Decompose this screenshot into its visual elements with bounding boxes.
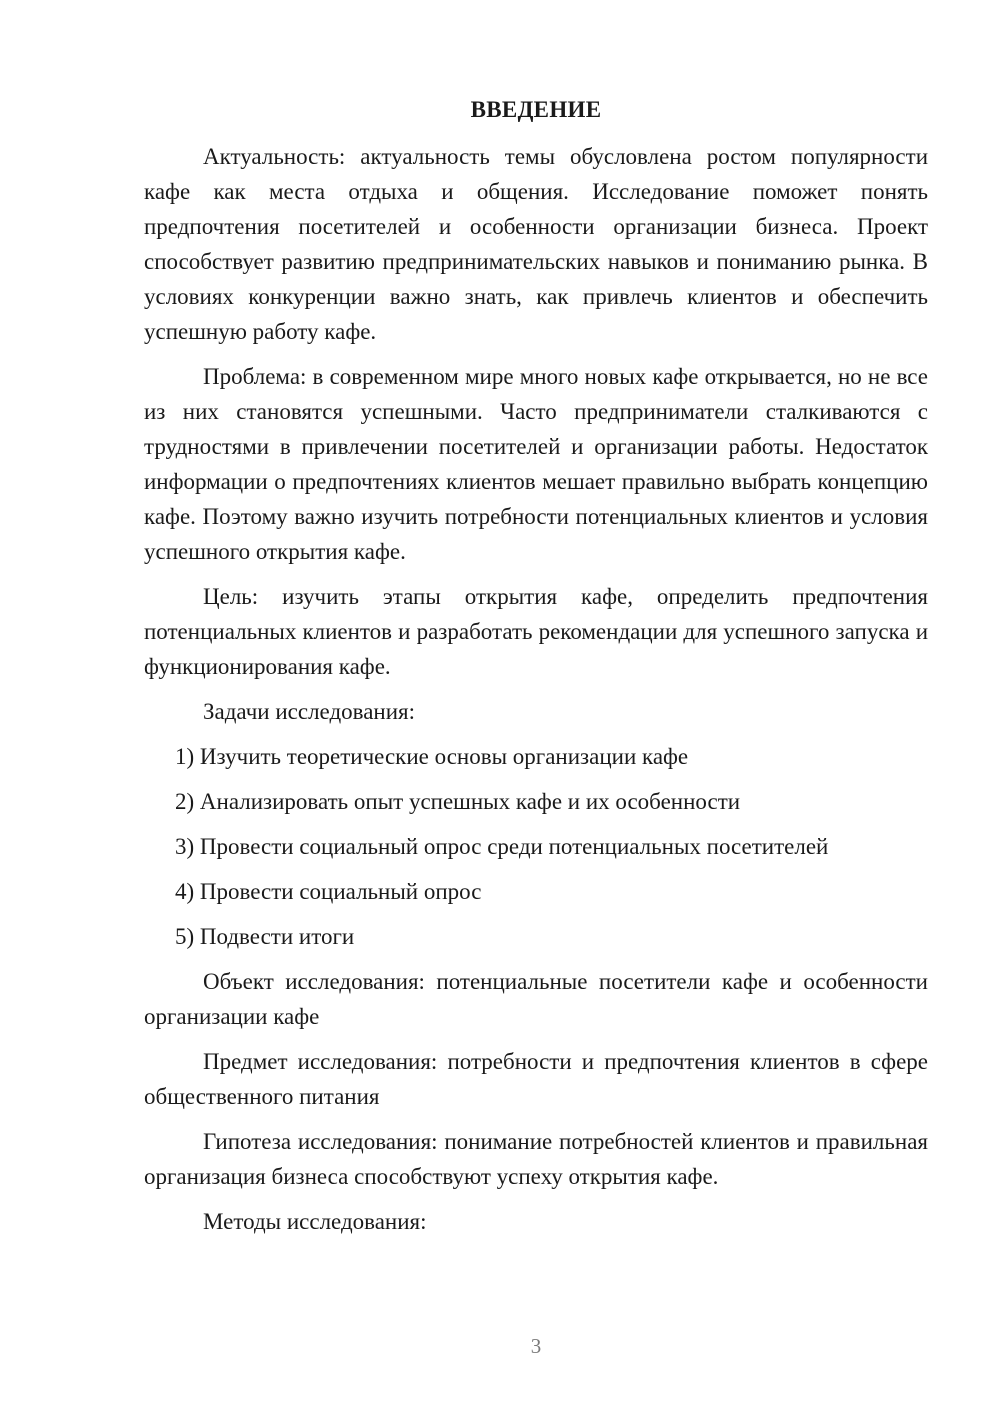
list-item: 5) Подвести итоги	[175, 924, 355, 949]
paragraph-relevance: Актуальность: актуальность темы обусловлена ростом популярности кафе как места отдыха и общения. Исследование поможет понять предпочтения посетителей и особенности организации бизнеса. Проект способствует развитию предпринимательских навыков и пониманию рынка. В условиях конкуренции важно знать, как привлечь клиентов и обеспечить успешную работу кафе.	[144, 144, 928, 344]
page-number: 3	[530, 1334, 542, 1358]
page-body	[144, 95, 928, 1249]
list-item: 1) Изучить теоретические основы организации кафе	[175, 744, 689, 769]
list-item: 3) Провести социальный опрос среди потенциальных посетителей	[175, 834, 829, 859]
tasks-list	[144, 739, 928, 954]
list-item: 4) Провести социальный опрос	[175, 879, 482, 904]
tasks-heading: Задачи исследования:	[203, 699, 416, 724]
methods-heading: Методы исследования:	[203, 1209, 427, 1234]
paragraph-subject: Предмет исследования: потребности и предпочтения клиентов в сфере общественного питания	[144, 1049, 928, 1109]
paragraph-hypothesis: Гипотеза исследования: понимание потребностей клиентов и правильная организация бизнеса способствуют успеху открытия кафе.	[144, 1129, 928, 1189]
paragraph-goal: Цель: изучить этапы открытия кафе, определить предпочтения потенциальных клиентов и разработать рекомендации для успешного запуска и функционирования кафе.	[144, 584, 928, 679]
paragraph-problem: Проблема: в современном мире много новых кафе открывается, но не все из них становятся успешными. Часто предприниматели сталкиваются с трудностями в привлечении посетителей и организации работы. Недостаток информации о предпочтениях клиентов мешает правильно выбрать концепцию кафе. Поэтому важно изучить потребности потенциальных клиентов и условия успешного открытия кафе.	[144, 364, 928, 564]
list-item: 2) Анализировать опыт успешных кафе и их особенности	[175, 789, 741, 814]
paragraph-object: Объект исследования: потенциальные посетители кафе и особенности организации кафе	[144, 969, 928, 1029]
page-title: ВВЕДЕНИЕ	[470, 97, 602, 122]
